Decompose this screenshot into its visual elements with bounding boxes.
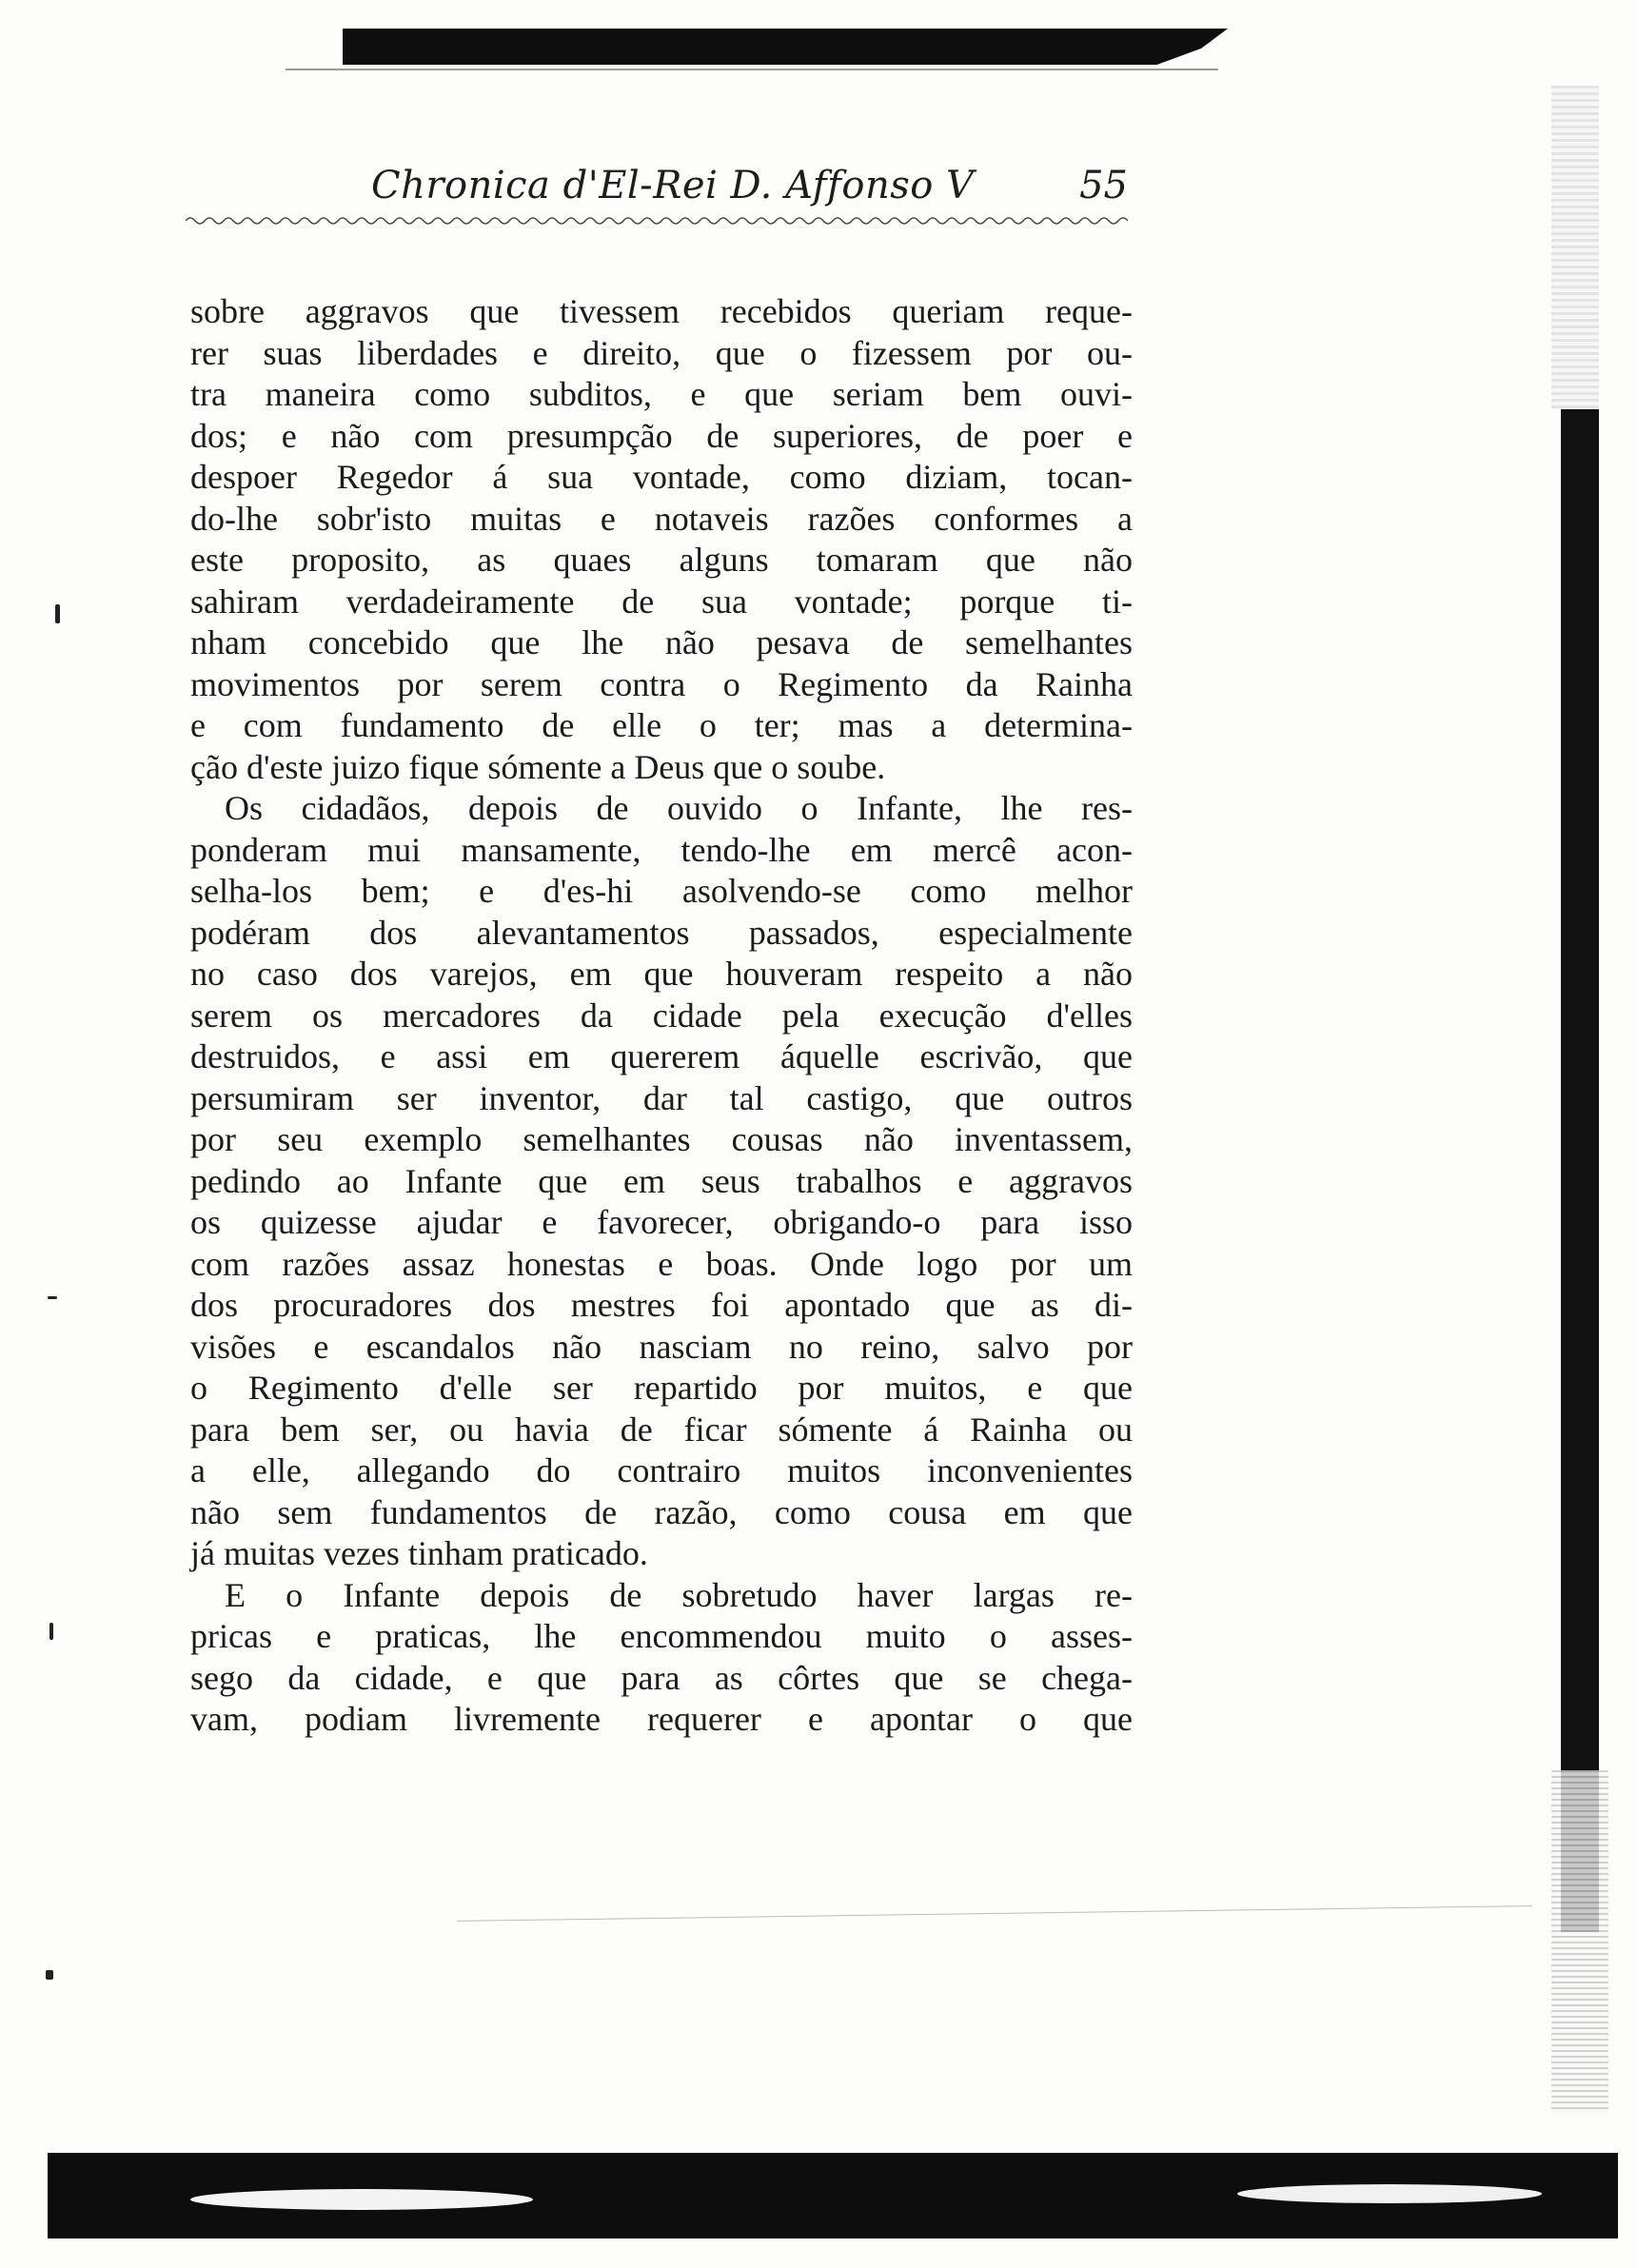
text-line: por seu exemplo semelhantes cousas não inventassem, xyxy=(190,1120,1133,1158)
text-line: dos procuradores dos mestres foi apontado que as di- xyxy=(190,1286,1133,1324)
text-line: este proposito, as quaes alguns tomaram que não xyxy=(190,541,1133,579)
page-number: 55 xyxy=(1079,164,1128,207)
scan-line-top xyxy=(286,69,1218,70)
scan-glare-bottom-right xyxy=(1237,2184,1542,2203)
text-line: ção d'este juizo fique sómente a Deus que o soube. xyxy=(190,747,886,786)
text-line: e com fundamento de elle o ter; mas a determina- xyxy=(190,706,1133,744)
margin-speck xyxy=(46,1970,53,1980)
body-text xyxy=(190,291,1133,1741)
scan-faint-rule xyxy=(457,1905,1532,1922)
text-line: visões e escandalos não nasciam no reino, salvo por xyxy=(190,1327,1133,1366)
text-line: pricas e praticas, lhe encommendou muito o asses- xyxy=(190,1617,1133,1655)
scan-edge-right-lower xyxy=(1551,1770,1608,2113)
text-line: o Regimento d'elle ser repartido por muitos, e que xyxy=(190,1369,1133,1407)
text-line: no caso dos varejos, em que houveram respeito a não xyxy=(190,955,1133,993)
text-line: E o Infante depois de sobretudo haver largas re- xyxy=(225,1575,1133,1614)
text-line: dos; e não com presumpção de superiores, de poer e xyxy=(190,416,1133,455)
text-line: selha-los bem; e d'es-hi asolvendo-se como melhor xyxy=(190,872,1133,910)
text-line: já muitas vezes tinham praticado. xyxy=(190,1534,648,1572)
margin-speck xyxy=(48,1296,57,1299)
text-line: sego da cidade, e que para as côrtes que se chega- xyxy=(190,1658,1133,1697)
running-head-title: Chronica d'El-Rei D. Affonso V xyxy=(371,164,975,207)
scan-edge-right xyxy=(1561,409,1599,1932)
scan-glare-bottom-left xyxy=(190,2189,533,2210)
text-line: despoer Regedor á sua vontade, como diziam, tocan- xyxy=(190,458,1133,496)
text-line: pedindo ao Infante que em seus trabalhos e aggravos xyxy=(190,1161,1133,1200)
text-line: para bem ser, ou havia de ficar sómente á Rainha ou xyxy=(190,1410,1133,1449)
text-line: ponderam mui mansamente, tendo-lhe em mercê acon- xyxy=(190,830,1133,869)
margin-speck xyxy=(49,1623,53,1640)
text-line: rer suas liberdades e direito, que o fizessem por ou- xyxy=(190,333,1133,372)
text-line: sobre aggravos que tivessem recebidos queriam reque- xyxy=(190,292,1133,330)
text-line: movimentos por serem contra o Regimento da Rainha xyxy=(190,664,1133,703)
text-line: sahiram verdadeiramente de sua vontade; porque ti- xyxy=(190,582,1133,621)
margin-speck xyxy=(55,604,60,623)
text-line: destruidos, e assi em quererem áquelle escrivão, que xyxy=(190,1037,1133,1075)
text-line: do-lhe sobr'isto muitas e notaveis razões conformes a xyxy=(190,499,1133,538)
scan-edge-right-upper xyxy=(1551,86,1599,409)
scan-shadow-top xyxy=(343,29,1228,65)
text-line: os quizesse ajudar e favorecer, obrigando-o para isso xyxy=(190,1203,1133,1241)
text-line: serem os mercadores da cidade pela execução d'elles xyxy=(190,996,1133,1035)
wavy-rule xyxy=(186,215,1128,227)
text-line: a elle, allegando do contrairo muitos inconvenientes xyxy=(190,1451,1133,1489)
text-line: vam, podiam livremente requerer e apontar o que xyxy=(190,1700,1133,1738)
text-line: tra maneira como subditos, e que seriam bem ouvi- xyxy=(190,375,1133,413)
text-line: persumiram ser inventor, dar tal castigo, que outros xyxy=(190,1078,1133,1117)
text-line: podéram dos alevantamentos passados, especialmente xyxy=(190,913,1133,952)
text-line: não sem fundamentos de razão, como cousa em que xyxy=(190,1492,1133,1531)
running-head xyxy=(186,164,1128,221)
text-line: nham concebido que lhe não pesava de semelhantes xyxy=(190,623,1133,661)
text-line: Os cidadãos, depois de ouvido o Infante, lhe res- xyxy=(225,789,1133,827)
text-line: com razões assaz honestas e boas. Onde logo por um xyxy=(190,1244,1133,1283)
